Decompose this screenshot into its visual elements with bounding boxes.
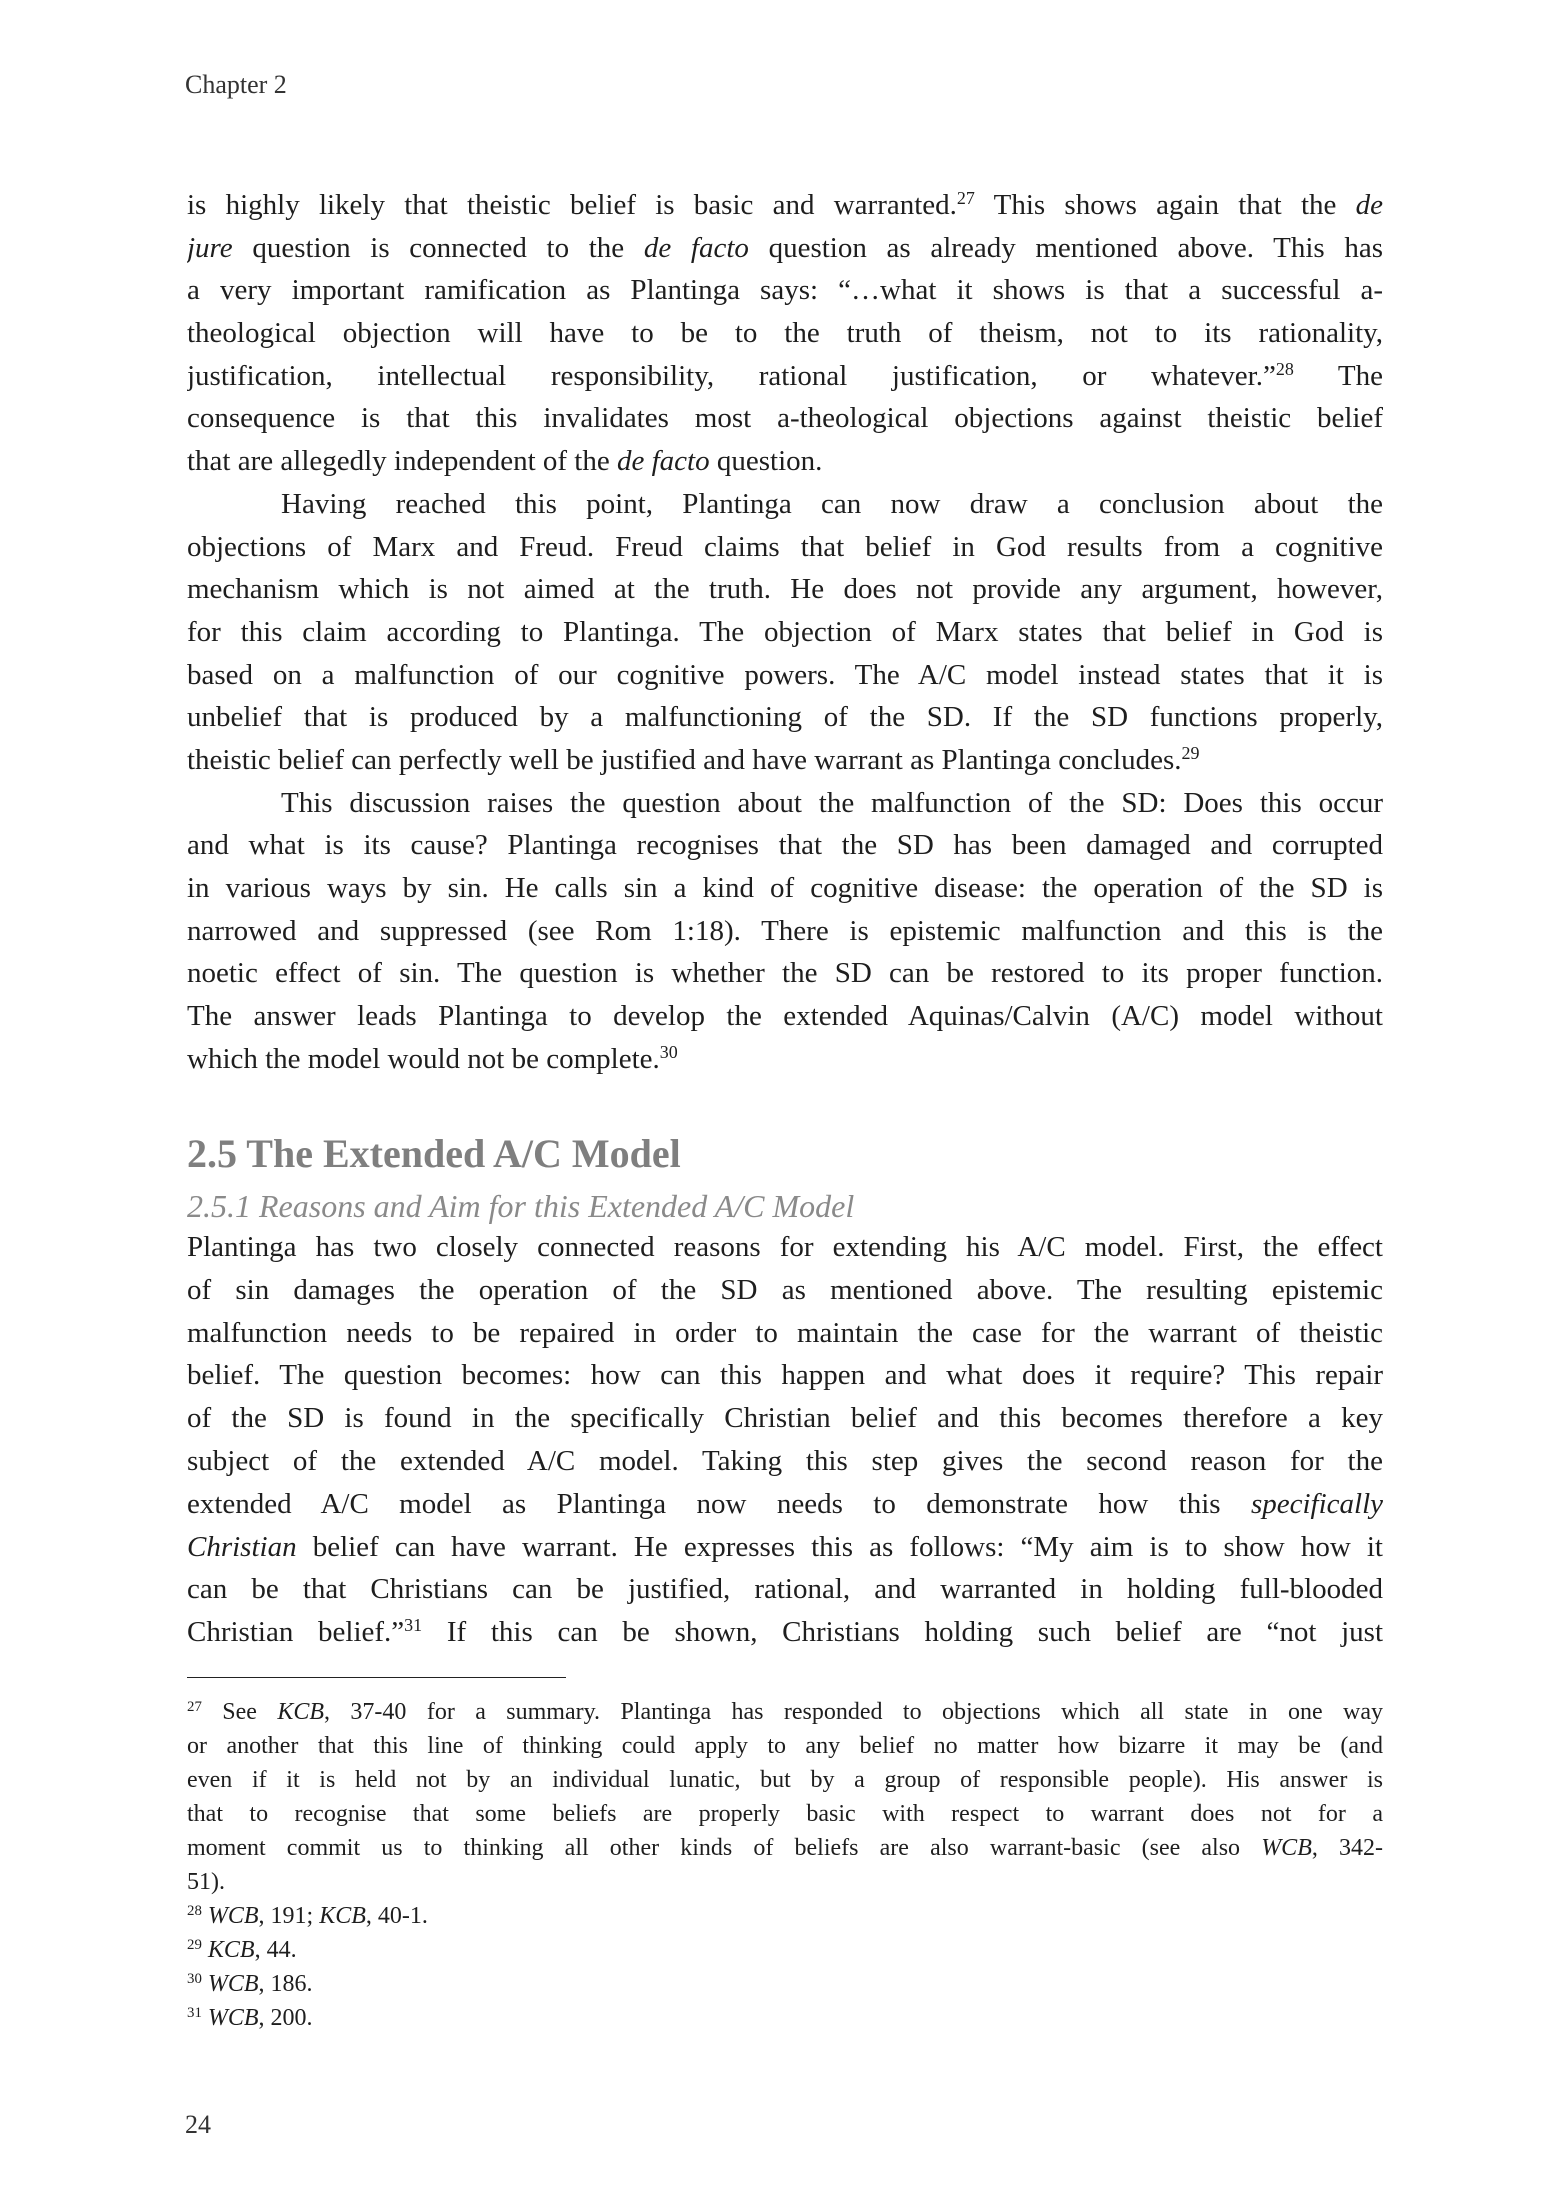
text-line: [187, 355, 1383, 398]
body-text-top: [187, 184, 1383, 1080]
footnote-reference: 30: [659, 1041, 678, 1062]
text-run: Christian belief.”: [187, 1616, 405, 1649]
italic-text: de: [1355, 189, 1383, 221]
italic-text: de facto: [617, 445, 710, 478]
text-line: [187, 1440, 1383, 1483]
text-line: [187, 739, 1383, 782]
text-line: [187, 910, 1383, 953]
italic-text: jure: [187, 231, 233, 264]
text-line: [187, 1354, 1383, 1397]
text-line: [187, 1729, 1383, 1763]
text-run: question as already mentioned above. This has: [748, 231, 1383, 264]
text-line: [187, 1695, 1383, 1729]
italic-text: specifically: [1250, 1487, 1383, 1520]
text-run: can be that Christians can be justified, rational, and warranted in holding full-blooded: [187, 1573, 1383, 1606]
text-run: If this can be shown, Christians holding such belief are “not just: [422, 1616, 1383, 1649]
text-run: , 200.: [258, 2005, 313, 2031]
text-line: [187, 397, 1383, 440]
text-run: even if it is held not by an individual lunatic, but by a group of responsible people). His answer is: [187, 1767, 1383, 1793]
footnote: [187, 1695, 1383, 1899]
footnote-reference: 29: [1181, 743, 1200, 764]
text-run: The: [1293, 359, 1383, 392]
text-run: , 37-40 for a summary. Plantinga has responded to objections which all state in one way: [324, 1699, 1383, 1725]
text-run: is highly likely that theistic belief is basic and warranted.: [187, 189, 957, 221]
footnote-reference: 28: [1275, 358, 1294, 379]
paragraph: [187, 1226, 1383, 1654]
text-run: noetic effect of sin. The question is whether the SD can be restored to its proper function.: [187, 957, 1383, 990]
italic-text: WCB: [207, 2005, 259, 2031]
footnote-separator: [187, 1677, 566, 1678]
footnote-reference: 27: [956, 188, 975, 209]
footnote-reference: 27: [187, 1698, 202, 1715]
text-run: extended A/C model as Plantinga now needs to demonstrate how this: [187, 1487, 1251, 1520]
subsection-heading: 2.5.1 Reasons and Aim for this Extended A/C Model: [187, 1188, 855, 1224]
footnote: [187, 1967, 1383, 2001]
text-run: Plantinga has two closely connected reasons for extending his A/C model. First, the effect: [187, 1231, 1383, 1263]
text-line: [187, 995, 1383, 1038]
text-run: belief can have warrant. He expresses this as follows: “My aim is to show how it: [296, 1530, 1383, 1563]
text-run: , 40-1.: [365, 1903, 428, 1929]
italic-text: KCB: [277, 1699, 325, 1725]
text-run: malfunction needs to be repaired in order to maintain the case for the warrant of theistic: [187, 1316, 1383, 1349]
text-line: [187, 1933, 1383, 1967]
text-line: [187, 184, 1383, 227]
text-line: [187, 227, 1383, 270]
italic-text: WCB: [207, 1971, 259, 1997]
footnotes: [187, 1695, 1383, 2035]
text-line: [187, 2001, 1383, 2035]
text-run: question is connected to the: [232, 231, 644, 264]
text-line: [187, 269, 1383, 312]
body-text-section: [187, 1226, 1383, 1654]
text-run: theistic belief can perfectly well be justified and have warrant as Plantinga concludes.: [187, 743, 1182, 776]
text-run: This discussion raises the question about the malfunction of the SD: Does this occur: [281, 786, 1383, 819]
text-run: moment commit us to thinking all other kinds of beliefs are also warrant-basic (see also: [187, 1835, 1262, 1861]
text-line: [187, 1611, 1383, 1654]
text-run: This shows again that the: [974, 189, 1356, 221]
paragraph: [187, 483, 1383, 782]
text-line: [187, 654, 1383, 697]
text-line: [187, 1865, 1383, 1899]
paragraph: [187, 184, 1383, 483]
text-run: for this claim according to Plantinga. The objection of Marx states that belief in God is: [187, 615, 1383, 648]
text-line: [187, 867, 1383, 910]
text-run: which the model would not be complete.: [187, 1042, 660, 1075]
text-line: [187, 782, 1383, 825]
text-run: , 191;: [258, 1903, 320, 1929]
text-run: and what is its cause? Plantinga recognises that the SD has been damaged and corrupted: [187, 829, 1383, 862]
text-run: 51).: [187, 1869, 225, 1895]
text-line: [187, 1038, 1383, 1081]
text-run: unbelief that is produced by a malfunctioning of the SD. If the SD functions properly,: [187, 701, 1383, 734]
text-line: [187, 1967, 1383, 2001]
text-line: [187, 1763, 1383, 1797]
page-number: 24: [185, 2110, 211, 2139]
text-run: consequence is that this invalidates most a-theological objections against theistic belief: [187, 402, 1383, 435]
text-run: , 44.: [254, 1937, 297, 1963]
footnote: [187, 1899, 1383, 1933]
text-run: narrowed and suppressed (see Rom 1:18). There is epistemic malfunction and this is the: [187, 914, 1383, 947]
text-line: [187, 1226, 1383, 1269]
text-run: of sin damages the operation of the SD as mentioned above. The resulting epistemic: [187, 1273, 1383, 1306]
text-line: [187, 696, 1383, 739]
text-line: [187, 1899, 1383, 1933]
footnote-reference: 29: [187, 1936, 202, 1953]
text-run: subject of the extended A/C model. Taking this step gives the second reason for the: [187, 1444, 1383, 1477]
text-run: based on a malfunction of our cognitive powers. The A/C model instead states that it is: [187, 658, 1383, 691]
text-line: [187, 568, 1383, 611]
text-line: [187, 952, 1383, 995]
text-run: a very important ramification as Plantinga says: “…what it shows is that a successful a-: [187, 274, 1383, 307]
text-line: [187, 312, 1383, 355]
text-run: that to recognise that some beliefs are properly basic with respect to warrant does not for a: [187, 1801, 1383, 1827]
footnote: [187, 1933, 1383, 1967]
text-line: [187, 1831, 1383, 1865]
footnote-reference: 31: [404, 1615, 423, 1636]
section-heading: 2.5 The Extended A/C Model: [187, 1131, 681, 1176]
text-run: justification, intellectual responsibility, rational justification, or whatever.”: [187, 359, 1276, 392]
text-run: or another that this line of thinking could apply to any belief no matter how bizarre it may be (and: [187, 1733, 1383, 1759]
italic-text: KCB: [207, 1937, 255, 1963]
text-line: [187, 526, 1383, 569]
paragraph: [187, 782, 1383, 1081]
text-run: See: [201, 1699, 278, 1725]
italic-text: WCB: [207, 1903, 259, 1929]
running-header: Chapter 2: [185, 70, 287, 99]
footnote: [187, 2001, 1383, 2035]
text-line: [187, 1397, 1383, 1440]
text-run: theological objection will have to be to the truth of theism, not to its rationality,: [187, 317, 1383, 350]
italic-text: KCB: [319, 1903, 366, 1929]
text-line: [187, 824, 1383, 867]
text-run: question.: [709, 445, 823, 478]
italic-text: Christian: [187, 1530, 297, 1563]
footnote-reference: 30: [187, 1970, 202, 1987]
footnote-reference: 31: [187, 2004, 202, 2021]
text-run: objections of Marx and Freud. Freud claims that belief in God results from a cognitive: [187, 530, 1383, 563]
italic-text: de facto: [643, 231, 749, 264]
italic-text: WCB: [1261, 1835, 1312, 1861]
text-run: mechanism which is not aimed at the truth. He does not provide any argument, however,: [187, 573, 1383, 606]
footnote-reference: 28: [187, 1902, 202, 1919]
text-run: in various ways by sin. He calls sin a kind of cognitive disease: the operation of the SD is: [187, 872, 1383, 904]
text-line: [187, 1312, 1383, 1355]
text-line: [187, 1568, 1383, 1611]
text-line: [187, 483, 1383, 526]
text-line: [187, 440, 1383, 483]
text-run: Having reached this point, Plantinga can now draw a conclusion about the: [281, 487, 1383, 520]
text-run: , 342-: [1311, 1835, 1383, 1861]
text-run: of the SD is found in the specifically Christian belief and this becomes therefore a key: [187, 1402, 1383, 1435]
text-run: that are allegedly independent of the: [187, 445, 617, 478]
text-line: [187, 1269, 1383, 1312]
text-run: , 186.: [258, 1971, 313, 1997]
text-line: [187, 1797, 1383, 1831]
text-line: [187, 611, 1383, 654]
text-run: The answer leads Plantinga to develop the extended Aquinas/Calvin (A/C) model without: [187, 1000, 1383, 1033]
text-run: belief. The question becomes: how can this happen and what does it require? This repair: [187, 1359, 1383, 1392]
text-line: [187, 1526, 1383, 1569]
text-line: [187, 1483, 1383, 1526]
